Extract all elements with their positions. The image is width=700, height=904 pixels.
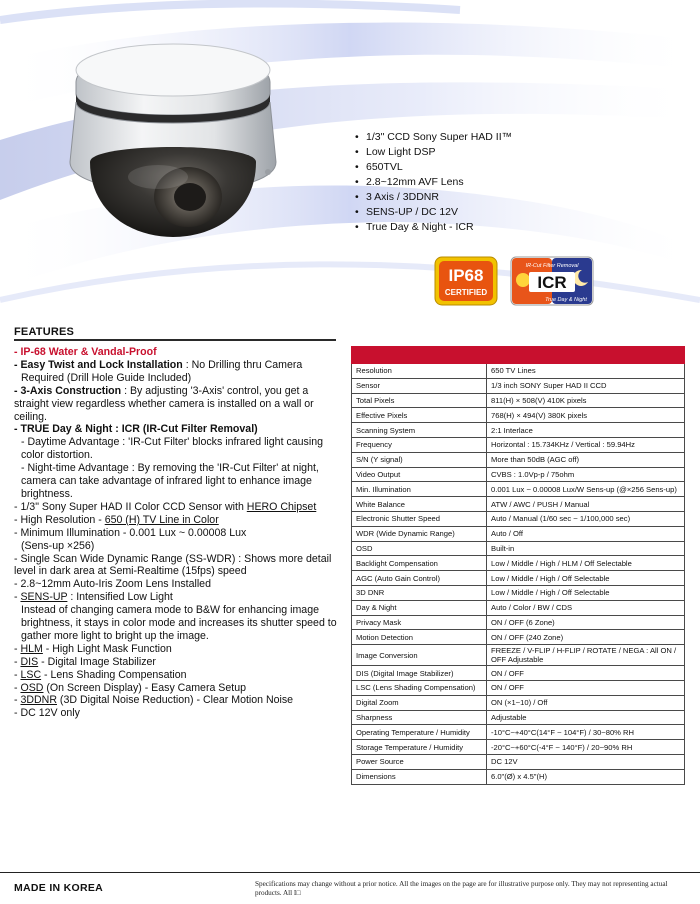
feature-item: - Minimum Illumination - 0.001 Lux ~ 0.00008 Lux (14, 526, 247, 539)
table-row: Digital Zoom ON (×1~10) / Off (352, 695, 685, 710)
table-row: 3D DNR Low / Middle / High / Off Selectable (352, 585, 685, 600)
table-row: Operating Temperature / Humidity -10°C~+40°C(14°F ~ 104°F) / 30~80% RH (352, 725, 685, 740)
key-features-list (352, 130, 512, 235)
disclaimer-text: Specifications may change without a prior notice. All the images on the page are for illustrative purpose only. They may not representing actual products. All I□ (255, 880, 668, 897)
key-feature-item: • True Day & Night - ICR (352, 220, 512, 235)
feature-item: - Easy Twist and Lock Installation : No Drilling thru Camera (14, 358, 303, 371)
table-row: Storage Temperature / Humidity -20°C~+60°C(-4°F ~ 140°F) / 20~90% RH (352, 740, 685, 755)
table-row: Frequency Horizontal : 15.734KHz / Vertical : 59.94Hz (352, 437, 685, 452)
footer-divider (0, 872, 700, 873)
table-row: Effective Pixels 768(H) × 494(V) 380K pixels (352, 408, 685, 423)
feature-item: - IP-68 Water & Vandal-Proof (14, 346, 157, 358)
feature-item: - Single Scan Wide Dynamic Range (SS-WDR) : Shows more detail level in dark area at Semi-Realtime (15fps) speed (14, 552, 332, 578)
table-row: Total Pixels 811(H) × 508(V) 410K pixels (352, 393, 685, 408)
dome-camera-image (38, 12, 308, 272)
table-row: Image Conversion FREEZE / V-FLIP / H-FLIP / ROTATE / NEGA : All ON / OFF Adjustable (352, 645, 685, 666)
key-feature-item: • 650TVL (352, 160, 512, 175)
key-feature-item: • 2.8~12mm AVF Lens (352, 175, 512, 190)
feature-item: - DIS - Digital Image Stabilizer (14, 655, 156, 668)
features-divider (14, 339, 336, 341)
key-feature-item: • 3 Axis / 3DDNR (352, 190, 512, 205)
table-row: Video Output CVBS : 1.0Vp-p / 75ohm (352, 467, 685, 482)
feature-item: - HLM - High Light Mask Function (14, 642, 172, 655)
feature-item: - 3DDNR (3D Digital Noise Reduction) - Clear Motion Noise (14, 694, 294, 707)
made-in-label: MADE IN KOREA (14, 882, 104, 894)
feature-item: - 1/3" Sony Super HAD II Color CCD Sensor with HERO Chipset (14, 500, 317, 513)
table-row: Motion Detection ON / OFF (240 Zone) (352, 630, 685, 645)
table-row: Dimensions 6.0"(Ø) x 4.5"(H) (352, 769, 685, 784)
feature-item: - 2.8~12mm Auto-Iris Zoom Lens Installed (14, 578, 211, 591)
icr-badge-title: ICR (537, 273, 567, 292)
table-row: LSC (Lens Shading Compensation) ON / OFF (352, 680, 685, 695)
ip68-badge-subtitle: CERTIFIED (444, 288, 488, 297)
feature-item-continued: Required (Drill Hole Guide Included) (21, 371, 192, 384)
feature-item: - TRUE Day & Night : ICR (IR-Cut Filter Removal) (14, 423, 258, 436)
table-row: Min. Illumination 0.001 Lux ~ 0.00008 Lux/W Sens-up (@×256 Sens-up) (352, 482, 685, 497)
table-row: White Balance ATW / AWC / PUSH / Manual (352, 497, 685, 512)
icr-badge (510, 256, 594, 306)
feature-subitem: - Daytime Advantage : 'IR-Cut Filter' blocks infrared light causing color distortion. (21, 436, 323, 462)
ip68-badge-title: IP68 (448, 266, 484, 285)
table-row: S/N (Y signal) More than 50dB (AGC off) (352, 452, 685, 467)
icr-badge-subtitle: True Day & Night (545, 297, 587, 303)
table-row: Backlight Compensation Low / Middle / High / HLM / Off Selectable (352, 556, 685, 571)
table-row: Day & Night Auto / Color / BW / CDS (352, 600, 685, 615)
table-row: DIS (Digital Image Stabilizer) ON / OFF (352, 666, 685, 681)
spec-table (351, 346, 685, 785)
key-feature-item: • 1/3" CCD Sony Super HAD II™ (352, 130, 512, 145)
table-row: WDR (Wide Dynamic Range) Auto / Off (352, 526, 685, 541)
feature-subitem: - Night-time Advantage : By removing the 'IR-Cut Filter' at night, camera can take advantage of infrared light to enhance image brightness. (21, 462, 319, 500)
feature-item: - 3-Axis Construction : By adjusting '3-Axis' control, you get a straight view regardless whether camera is installed on a wall or ceiling. (14, 384, 314, 423)
table-row: Power Source DC 12V (352, 754, 685, 769)
table-row: Resolution 650 TV Lines (352, 364, 685, 379)
ip68-certified-badge (434, 256, 498, 306)
feature-item: - SENS-UP : Intensified Low Light (14, 591, 173, 604)
feature-item: - High Resolution - 650 (H) TV Line in Color (14, 513, 219, 526)
table-row: Sharpness Adjustable (352, 710, 685, 725)
icr-badge-caption: IR-Cut Filter Removal (525, 263, 579, 269)
feature-subitem: Instead of changing camera mode to B&W for enhancing image brightness, it stays in color mode and increases its shutter speed to gather more light to bright up the image. (21, 604, 337, 642)
features-list (14, 346, 340, 720)
feature-item: - LSC - Lens Shading Compensation (14, 668, 187, 681)
key-feature-item: • SENS-UP / DC 12V (352, 205, 512, 220)
sun-icon (516, 273, 530, 287)
table-row: Electronic Shutter Speed Auto / Manual (1/60 sec ~ 1/100,000 sec) (352, 511, 685, 526)
features-heading: FEATURES (14, 326, 75, 338)
table-row: Privacy Mask ON / OFF (6 Zone) (352, 615, 685, 630)
table-row: OSD Built-in (352, 541, 685, 556)
table-row: Sensor 1/3 inch SONY Super HAD II CCD (352, 378, 685, 393)
table-row: Scanning System 2:1 Interlace (352, 423, 685, 438)
spec-table-header (352, 347, 685, 364)
table-row: AGC (Auto Gain Control) Low / Middle / High / Off Selectable (352, 571, 685, 586)
feature-item: - DC 12V only (14, 707, 80, 720)
feature-item: - OSD (On Screen Display) - Easy Camera Setup (14, 681, 246, 694)
key-feature-item: • Low Light DSP (352, 145, 512, 160)
feature-item-continued: (Sens-up ×256) (21, 539, 95, 552)
